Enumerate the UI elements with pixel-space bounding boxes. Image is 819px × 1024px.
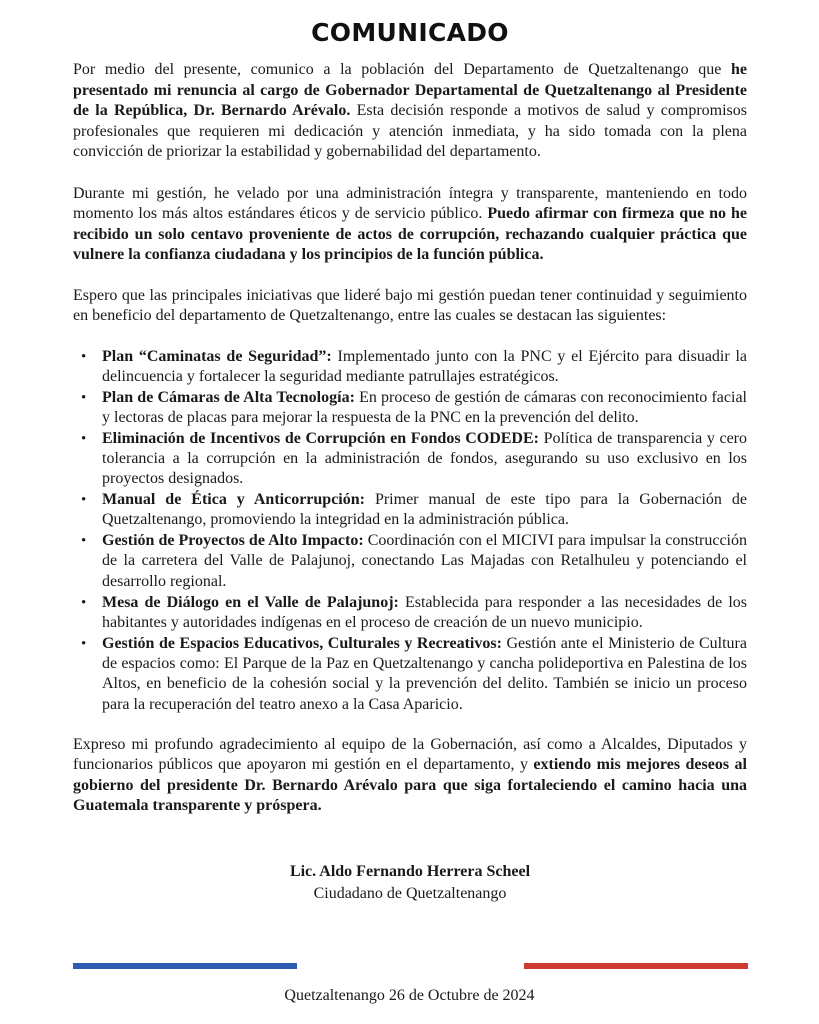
bullet-icon: • [81, 389, 87, 406]
paragraph-text: Por medio del presente, comunico a la población del Departamento de Quetzaltenango que [73, 61, 731, 78]
red-bar [524, 963, 748, 969]
initiative-item [81, 490, 748, 531]
bullet-icon: • [81, 348, 87, 365]
initiative-description: Implementado junto con la PNC y el Ejército para disuadir la delincuencia y fortalecer la seguridad mediante patrullajes estratégicos. [102, 347, 748, 385]
signatory-name: Lic. Aldo Fernando Herrera Scheel [289, 862, 531, 880]
initiative-description: Primer manual de este tipo para la Gobernación de Quetzaltenango, promoviendo la integridad en la administración pública. [102, 491, 748, 529]
initiative-title: Plan “Caminatas de Seguridad”: [102, 347, 332, 365]
initiative-item [81, 429, 748, 490]
initiative-title: Manual de Ética y Anticorrupción: [102, 491, 365, 509]
paragraph-thanks [73, 735, 747, 817]
bullet-icon: • [81, 594, 87, 611]
initiatives-list [73, 347, 747, 715]
initiative-description: Gestión ante el Ministerio de Cultura de espacios como: El Parque de la Paz en Quetzaltenango y cancha polideportiva en Palestina de los Altos, en beneficio de la cohesión social y la prevención del delito. También se inicio un proceso para la recuperación del teatro anexo a la Casa Aparicio. [102, 634, 747, 713]
initiative-title: Gestión de Proyectos de Alto Impacto: [102, 532, 364, 550]
initiative-item [81, 634, 747, 715]
initiative-description: En proceso de gestión de cámaras con reconocimiento facial y lectoras de placas para mejorar la respuesta de la PNC en la prevención del delito. [102, 388, 748, 426]
paragraph-bold-text: extiendo mis mejores deseos al gobierno del presidente Dr. Bernardo Arévalo para que siga fortaleciendo el camino hacia una Guatemala transparente y próspera. [73, 756, 747, 815]
white-bar [297, 963, 524, 969]
bullet-icon: • [81, 430, 87, 447]
initiative-title: Gestión de Espacios Educativos, Culturales y Recreativos: [102, 634, 502, 652]
initiative-item [81, 347, 748, 388]
paragraph-initiatives-intro: Espero que las principales iniciativas que lideré bajo mi gestión puedan tener continuidad y seguimiento en beneficio del departamento de Quetzaltenango, entre las cuales se destacan las siguientes: [73, 286, 747, 324]
paragraph-bold-text: he presentado mi renuncia al cargo de Gobernador Departamental de Quetzaltenango al Presidente de la República, Dr. Bernardo Arévalo. [73, 61, 747, 119]
paragraph-bold-text: Puedo afirmar con firmeza que no he recibido un solo centavo proveniente de actos de corrupción, rechazando cualquier práctica que vulnere la confianza ciudadana y los principios de la función pública. [73, 205, 748, 263]
blue-bar [73, 963, 297, 969]
paragraph-integrity [73, 184, 747, 266]
bullet-icon: • [81, 635, 87, 652]
initiative-item [81, 531, 747, 592]
signature-block [73, 861, 747, 905]
initiative-title: Eliminación de Incentivos de Corrupción en Fondos CODEDE: [102, 429, 539, 447]
bullet-icon: • [81, 492, 87, 509]
flag-color-bars [73, 963, 748, 969]
initiative-title: Plan de Cámaras de Alta Tecnología: [102, 388, 355, 406]
paragraph-resignation [73, 60, 747, 163]
paragraph-text: Durante mi gestión, he velado por una administración íntegra y transparente, manteniendo en todo momento los más altos estándares éticos y de servicio público. [73, 184, 747, 222]
initiative-title: Mesa de Diálogo en el Valle de Palajunoj: [102, 593, 399, 611]
bullet-icon: • [81, 533, 87, 550]
initiative-description: Coordinación con el MICIVI para impulsar la construcción de la carretera del Valle de Palajunoj, conectando Las Majadas con Retalhuleu y potenciando el desarrollo regional. [102, 532, 747, 590]
paragraph-text: Expreso mi profundo agradecimiento al equipo de la Gobernación, así como a Alcaldes, Diputados y funcionarios públicos que apoyaron mi gestión en el departamento, y [73, 735, 747, 774]
initiative-description: Política de transparencia y cero tolerancia a la corrupción en la administración de fondos, asegurando su uso exclusivo en los proyectos designados. [102, 429, 748, 488]
dateline: Quetzaltenango 26 de Octubre de 2024 [284, 987, 535, 1004]
initiative-description: Establecida para responder a las necesidades de los habitantes y autoridades indígenas en el proceso de creación de un nuevo municipio. [102, 593, 747, 631]
initiative-item [81, 593, 747, 634]
initiative-item [81, 388, 748, 429]
paragraph-text: Esta decisión responde a motivos de salud y compromisos profesionales que requieren mi dedicación y atención inmediata, y ha sido tomada con la plena convicción de priorizar la estabilidad y gobernabilidad del departamento. [73, 102, 747, 160]
document-title: COMUNICADO [311, 18, 509, 47]
signatory-role: Ciudadano de Quetzaltenango [313, 884, 507, 902]
